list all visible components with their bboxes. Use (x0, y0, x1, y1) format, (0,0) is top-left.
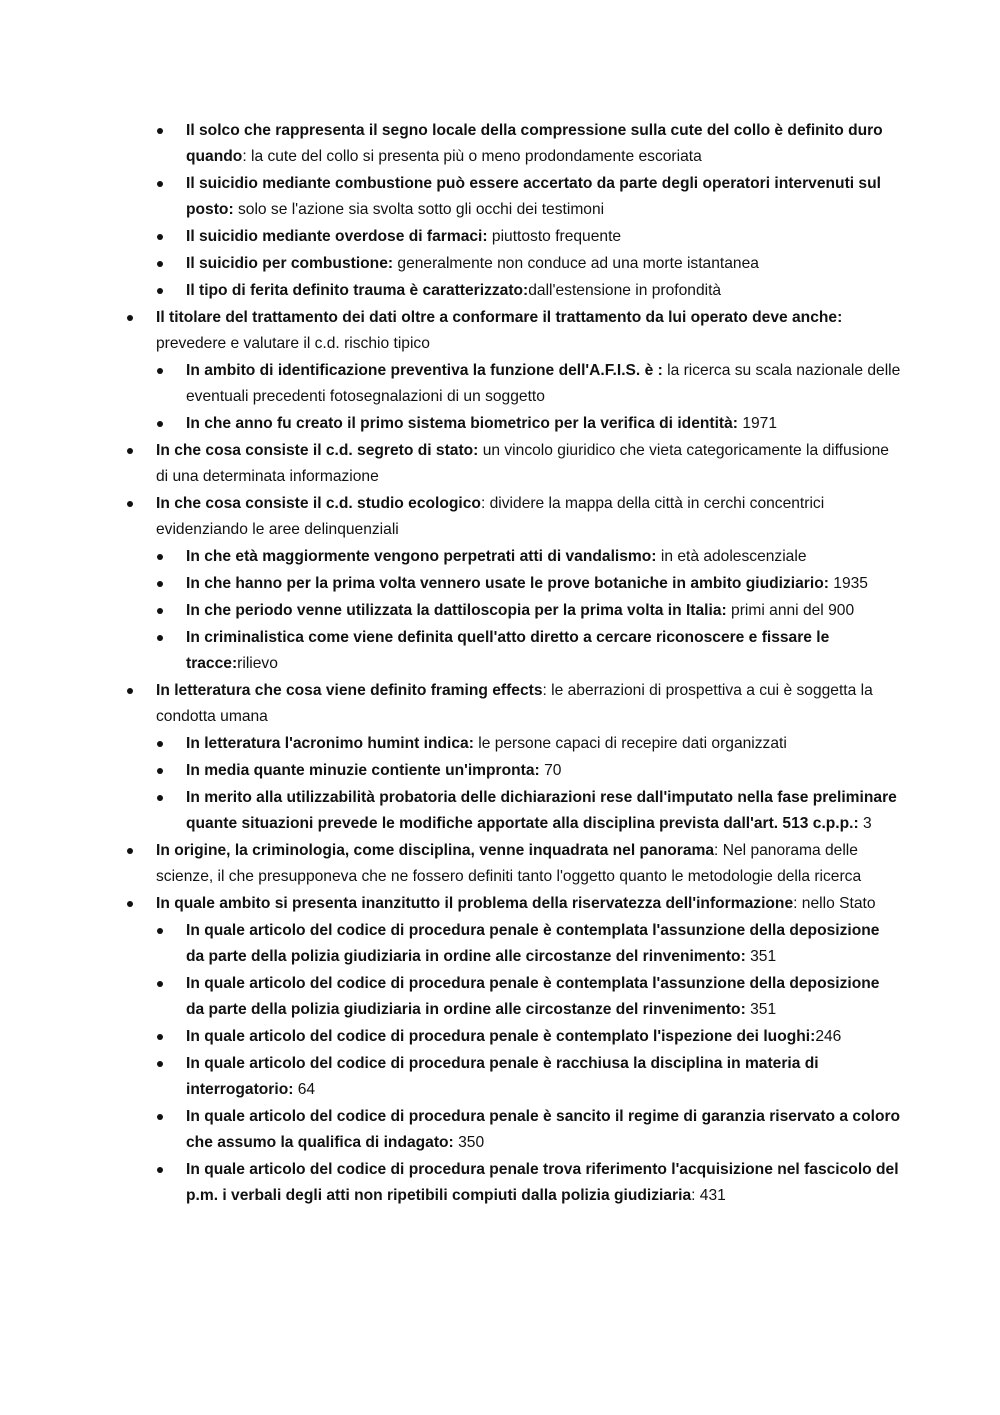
answer-text: un vincolo giuridico che vieta categoricamente la diffusione di una determinata informazione (156, 442, 889, 485)
question-text: In quale articolo del codice di procedura penale è sancito il regime di garanzia riservato a coloro che assumo la qualifica di indagato: (186, 1108, 901, 1151)
question-text: In che periodo venne utilizzata la dattiloscopia per la prima volta in Italia: (186, 602, 727, 619)
question-text: In che cosa consiste il c.d. studio ecologico (156, 495, 481, 512)
answer-text: : 431 (691, 1187, 726, 1204)
answer-text: : la cute del collo si presenta più o meno prodondamente escoriata (242, 148, 702, 165)
list-item (186, 598, 901, 625)
question-text: In che cosa consiste il c.d. segreto di stato: (156, 442, 479, 459)
list-item (156, 838, 901, 891)
answer-text: rilievo (237, 655, 278, 672)
list-item (156, 305, 901, 358)
list-item (186, 758, 901, 785)
list-item (186, 1157, 901, 1210)
answer-text: : nello Stato (793, 895, 876, 912)
answer-text: 351 (745, 1001, 777, 1018)
answer-text: 1971 (737, 415, 778, 432)
question-text: In quale articolo del codice di procedura penale è racchiusa la disciplina in materia di interrogatorio: (186, 1055, 819, 1098)
list-item (186, 224, 901, 251)
answer-text: primi anni del 900 (726, 602, 855, 619)
list-item (156, 678, 901, 731)
answer-text: 350 (453, 1134, 485, 1151)
answer-text: 351 (745, 948, 777, 965)
list-item (186, 1051, 901, 1104)
list-item (186, 411, 901, 438)
question-text: Il suicidio per combustione: (186, 255, 394, 272)
question-text: Il solco che rappresenta il segno locale della compressione sulla cute del collo è definito duro quando (186, 122, 883, 165)
question-text: In media quante minuzie contiente un'impronta: (186, 762, 540, 779)
answer-text: dall'estensione in profondità (528, 282, 722, 299)
list-item (186, 118, 901, 171)
question-text: In che hanno per la prima volta vennero usate le prove botaniche in ambito giudiziario: (186, 575, 829, 592)
qa-list (0, 118, 1000, 1210)
answer-text: solo se l'azione sia svolta sotto gli occhi dei testimoni (233, 201, 605, 218)
answer-text: generalmente non conduce ad una morte istantanea (393, 255, 759, 272)
list-item (156, 438, 901, 491)
answer-text: 1935 (828, 575, 868, 592)
answer-text: 246 (815, 1028, 842, 1045)
question-text: Il titolare del trattamento dei dati oltre a conformare il trattamento da lui operato deve anche: (156, 309, 843, 326)
question-text: In che anno fu creato il primo sistema biometrico per la verifica di identità: (186, 415, 738, 432)
answer-text: : Nel panorama delle scienze, il che presupponeva che ne fossero definiti tanto l'oggetto quanto le metodologie della ricerca (156, 842, 862, 885)
list-item (186, 571, 901, 598)
question-text: In quale articolo del codice di procedura penale è contemplata l'assunzione della deposizione da parte della polizia giudiziaria in ordine alle circostanze del rinvenimento: (186, 922, 880, 965)
answer-text: prevedere e valutare il c.d. rischio tipico (156, 335, 430, 352)
question-text: In che età maggiormente vengono perpetrati atti di vandalismo: (186, 548, 657, 565)
answer-text: : le aberrazioni di prospettiva a cui è soggetta la condotta umana (156, 682, 873, 725)
question-text: In merito alla utilizzabilità probatoria delle dichiarazioni rese dall'imputato nella fase preliminare quante situazioni prevede le modifiche apportate alla disciplina prevista dall'art. 513 c.p.p.: (186, 789, 897, 832)
list-item (186, 1104, 901, 1157)
list-item (186, 278, 901, 305)
list-item (186, 544, 901, 571)
answer-text: : dividere la mappa della città in cerchi concentrici evidenziando le aree delinquenziali (156, 495, 825, 538)
answer-text: la ricerca su scala nazionale delle eventuali precedenti fotosegnalazioni di un soggetto (186, 362, 901, 405)
question-text: In letteratura che cosa viene definito framing effects (156, 682, 543, 699)
question-text: Il suicidio mediante overdose di farmaci: (186, 228, 488, 245)
list-item (186, 918, 901, 971)
question-text: In quale ambito si presenta inanzitutto il problema della riservatezza dell'informazione (156, 895, 794, 912)
answer-text: piuttosto frequente (487, 228, 622, 245)
list-item (186, 785, 901, 838)
question-text: In criminalistica come viene definita quell'atto diretto a cercare riconoscere e fissare le tracce: (186, 629, 830, 672)
answer-text: 3 (858, 815, 872, 832)
question-text: In letteratura l'acronimo humint indica: (186, 735, 474, 752)
question-text: In quale articolo del codice di procedura penale è contemplato l'ispezione dei luoghi: (186, 1028, 816, 1045)
list-item (156, 891, 901, 918)
question-text: In quale articolo del codice di procedura penale trova riferimento l'acquisizione nel fascicolo del p.m. i verbali degli atti non ripetibili compiuti dalla polizia giudiziaria (186, 1161, 899, 1204)
answer-text: 64 (293, 1081, 316, 1098)
answer-text: le persone capaci di recepire dati organizzati (473, 735, 787, 752)
list-item (186, 731, 901, 758)
list-item (186, 625, 901, 678)
answer-text: in età adolescenziale (656, 548, 807, 565)
question-text: In quale articolo del codice di procedura penale è contemplata l'assunzione della deposizione da parte della polizia giudiziaria in ordine alle circostanze del rinvenimento: (186, 975, 880, 1018)
list-item (186, 171, 901, 224)
question-text: In ambito di identificazione preventiva la funzione dell'A.F.I.S. è : (186, 362, 663, 379)
answer-text: 70 (539, 762, 562, 779)
list-item (156, 491, 901, 544)
list-item (186, 1024, 901, 1051)
question-text: Il tipo di ferita definito trauma è caratterizzato: (186, 282, 529, 299)
list-item (186, 358, 901, 411)
list-item (186, 251, 901, 278)
question-text: In origine, la criminologia, come disciplina, venne inquadrata nel panorama (156, 842, 715, 859)
list-item (186, 971, 901, 1024)
question-text: Il suicidio mediante combustione può essere accertato da parte degli operatori intervenuti sul posto: (186, 175, 881, 218)
